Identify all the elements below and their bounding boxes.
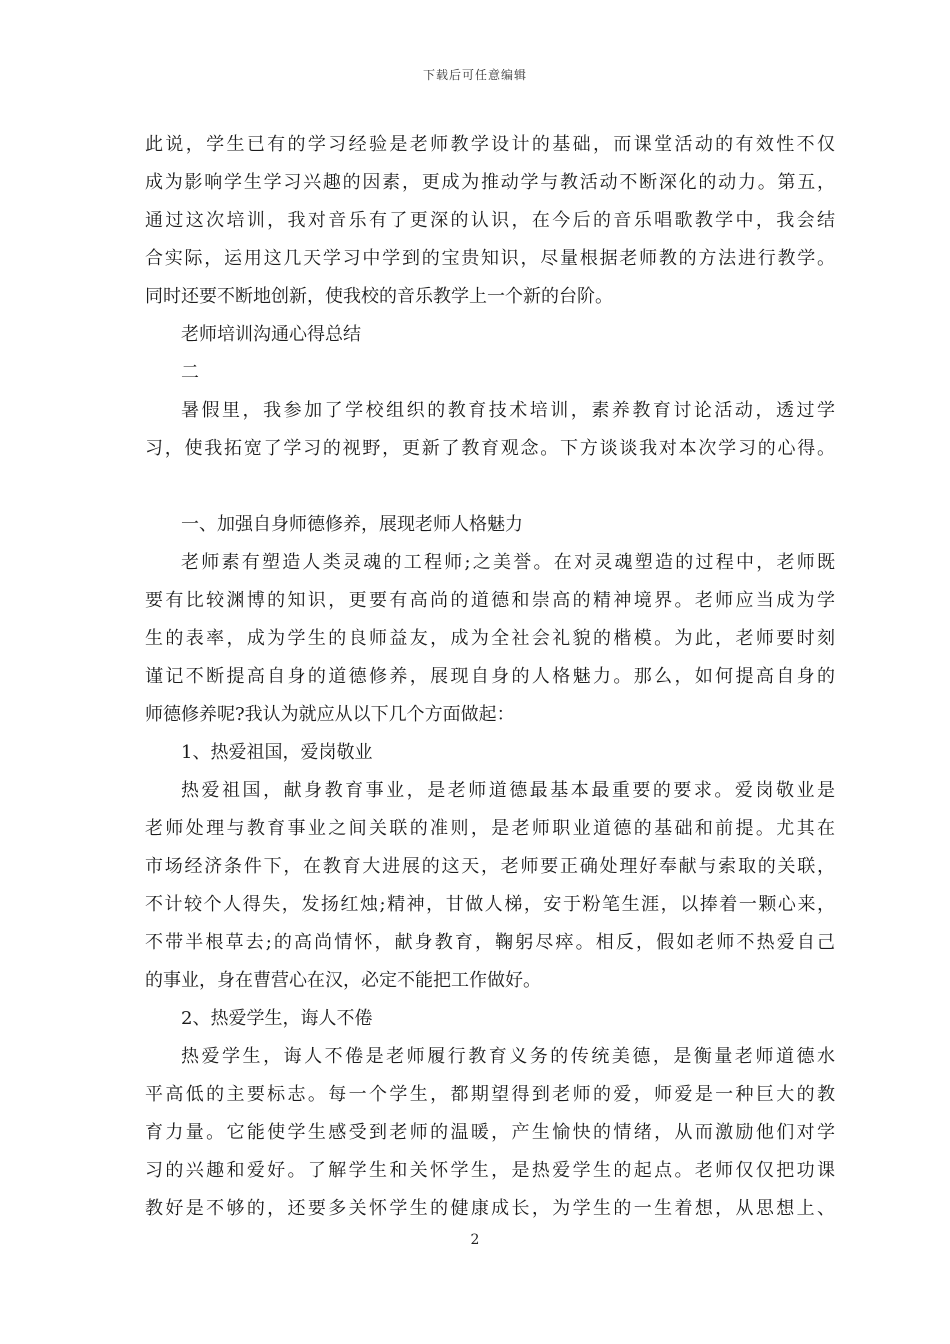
text-line: 教好是不够的，还要多关怀学生的健康成长，为学生的一生着想，从思想上、 <box>145 1198 835 1219</box>
blank-line <box>145 468 835 506</box>
text-line: 通过这次培训，我对音乐有了更深的认识，在今后的音乐唱歌教学中，我会结 <box>145 210 835 231</box>
page-number: 2 <box>470 1232 480 1248</box>
text-line: 习，使我拓宽了学习的视野，更新了教育观念。下方谈谈我对本次学习的心得。 <box>145 438 835 459</box>
text-line: 要有比较渊博的知识，更要有高尚的道德和崇高的精神境界。老师应当成为学 <box>145 590 835 611</box>
page-header: 下载后可任意编辑 <box>422 68 527 82</box>
subsection-heading: 2、热爱学生，诲人不倦 <box>181 1008 373 1029</box>
text-line: 不计较个人得失，发扬红烛;精神，甘做人梯，安于粉笔生涯，以捧着一颗心来， <box>145 894 835 915</box>
section-title: 老师培训沟通心得总结 <box>181 324 361 345</box>
text-line: 生的表率，成为学生的良师益友，成为全社会礼貌的楷模。为此，老师要时刻 <box>145 628 835 649</box>
document-body <box>145 126 835 1228</box>
text-line: 老师处理与教育事业之间关联的准则，是老师职业道德的基础和前提。尤其在 <box>145 818 835 839</box>
text-line: 此说，学生已有的学习经验是老师教学设计的基础，而课堂活动的有效性不仅 <box>145 134 835 155</box>
text-line: 平高低的主要标志。每一个学生，都期望得到老师的爱，师爱是一种巨大的教 <box>145 1084 835 1105</box>
text-line: 合实际，运用这几天学习中学到的宝贵知识，尽量根据老师教的方法进行教学。 <box>145 248 835 269</box>
section-number: 二 <box>181 362 199 383</box>
subsection-heading: 1、热爱祖国，爱岗敬业 <box>181 742 373 763</box>
text-line: 习的兴趣和爱好。了解学生和关怀学生，是热爱学生的起点。老师仅仅把功课 <box>145 1160 835 1181</box>
section-heading: 一、加强自身师德修养，展现老师人格魅力 <box>181 514 523 535</box>
text-line: 师德修养呢?我认为就应从以下几个方面做起： <box>145 704 515 725</box>
text-line: 同时还要不断地创新，使我校的音乐教学上一个新的台阶。 <box>145 286 613 307</box>
text-line: 热爱学生，诲人不倦是老师履行教育义务的传统美德，是衡量老师道德水 <box>181 1046 835 1067</box>
text-line: 市场经济条件下，在教育大进展的这天，老师要正确处理好奉献与索取的关联， <box>145 856 835 877</box>
text-line: 老师素有塑造人类灵魂的工程师;之美誉。在对灵魂塑造的过程中，老师既 <box>181 552 835 573</box>
text-line: 的事业，身在曹营心在汉，必定不能把工作做好。 <box>145 970 541 991</box>
text-line: 暑假里，我参加了学校组织的教育技术培训，素养教育讨论活动，透过学 <box>181 400 835 421</box>
text-line: 育力量。它能使学生感受到老师的温暖，产生愉快的情绪，从而激励他们对学 <box>145 1122 835 1143</box>
text-line: 热爱祖国，献身教育事业，是老师道德最基本最重要的要求。爱岗敬业是 <box>181 780 835 801</box>
text-line: 谨记不断提高自身的道德修养，展现自身的人格魅力。那么，如何提高自身的 <box>145 666 835 687</box>
text-line: 成为影响学生学习兴趣的因素，更成为推动学与教活动不断深化的动力。第五， <box>145 172 835 193</box>
text-line: 不带半根草去;的高尚情怀，献身教育，鞠躬尽瘁。相反，假如老师不热爱自己 <box>145 932 835 953</box>
